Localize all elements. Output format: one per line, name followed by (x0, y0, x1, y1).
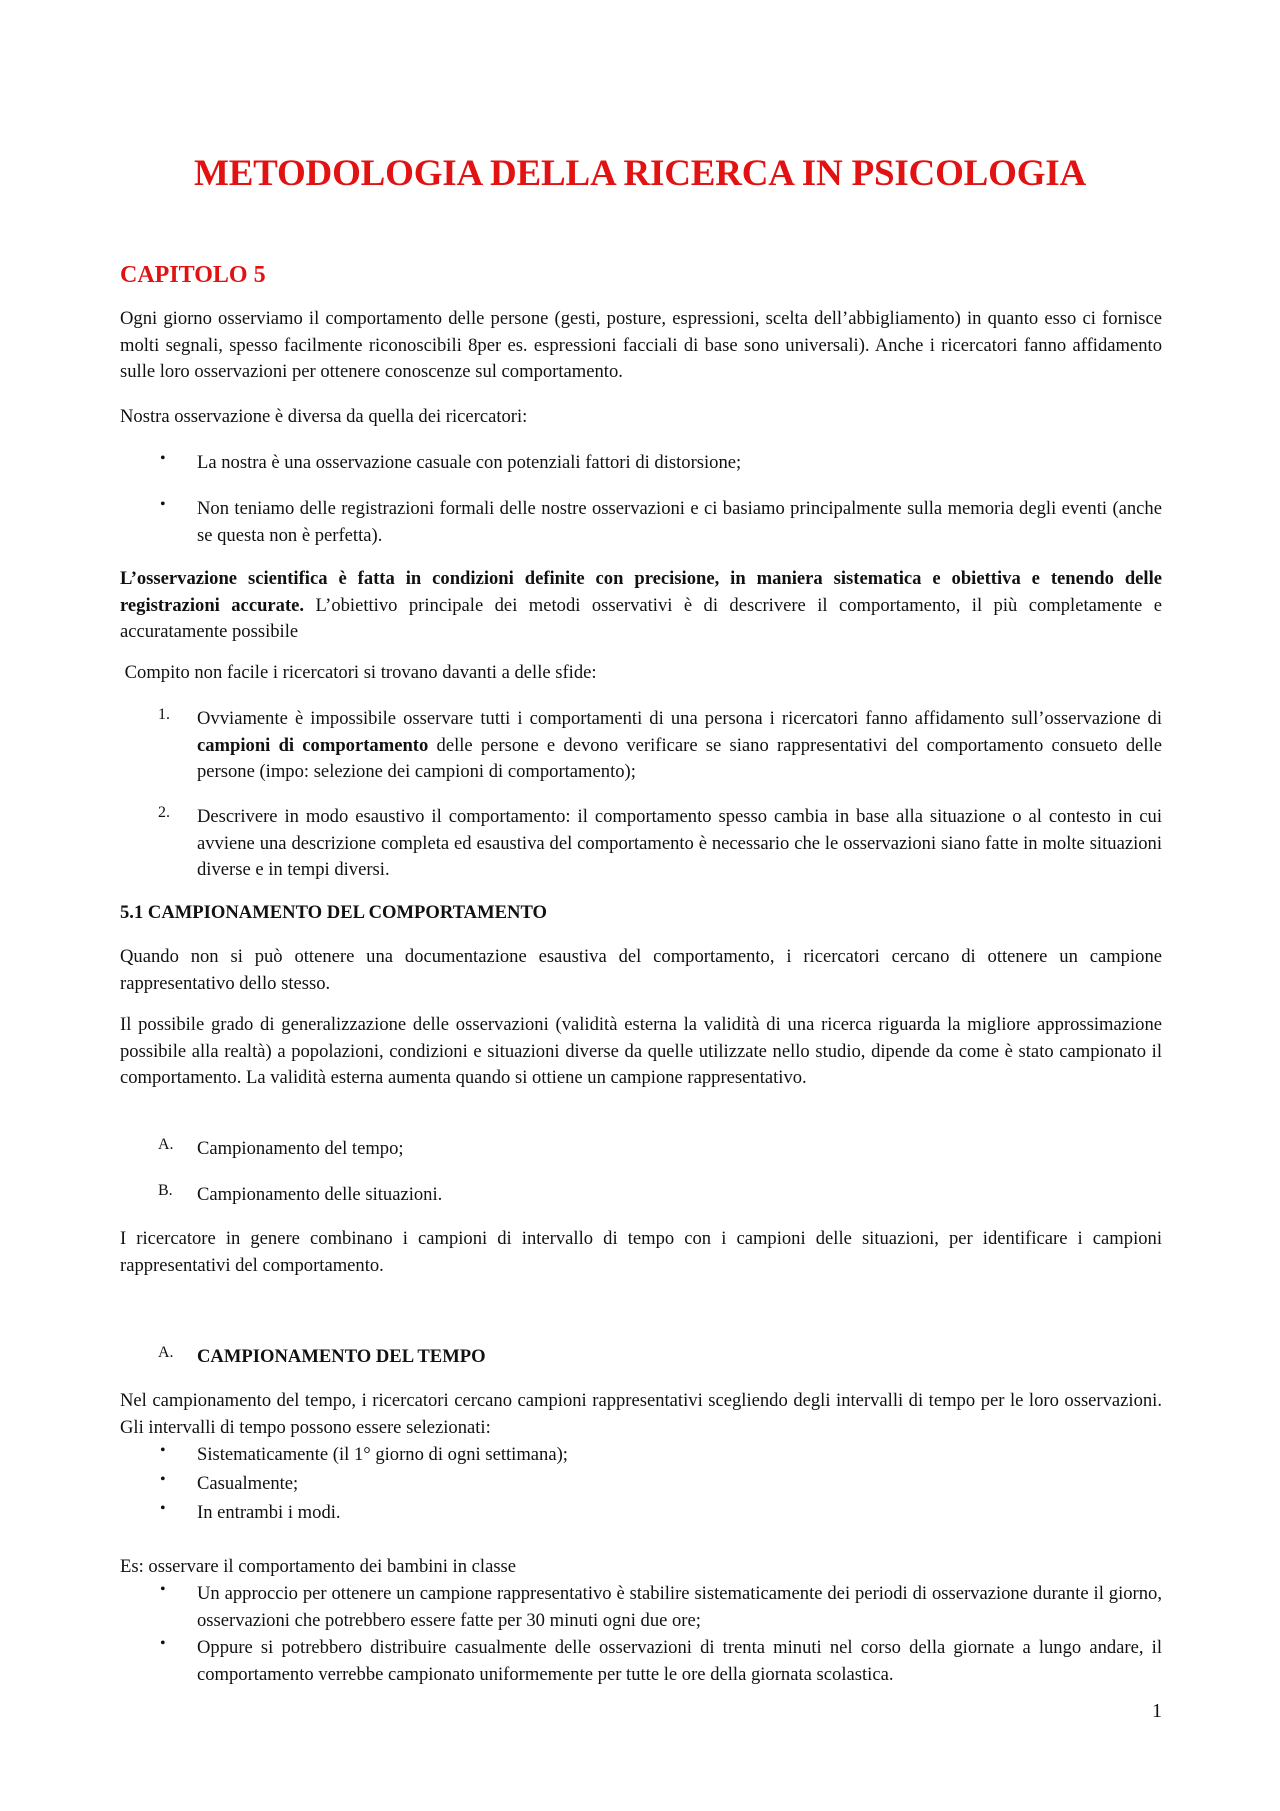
bullet-marker: • (160, 450, 166, 467)
bullet-marker: • (160, 1635, 166, 1652)
list-item (120, 496, 1162, 549)
bullet-marker: • (160, 1471, 166, 1488)
paragraph-text: L’obiettivo principale dei metodi osservativi è di descrivere il comportamento, il più completamente e accuratamente possibile (120, 594, 1162, 642)
paragraph-scientific-observation (120, 566, 1162, 646)
bullet-marker: • (160, 1500, 166, 1517)
list-item (120, 1471, 1162, 1498)
number-marker: 1. (158, 706, 170, 723)
numbered-item-text: Descrivere in modo esaustivo il comportamento: il comportamento spesso cambia in base alla situazione o al contesto in cui avviene una descrizione completa ed esaustiva del comportamento è necessario che le osservazioni siano fatte in molte situazioni diverse e in tempi diversi. (197, 806, 1162, 880)
list-item (120, 1581, 1162, 1634)
bold-term: campioni di comportamento (197, 734, 429, 756)
list-item (120, 450, 1162, 477)
numbered-item (120, 706, 1162, 786)
list-item-text: La nostra è una osservazione casuale con potenziali fattori di distorsione; (197, 452, 742, 473)
lettered-item-text: Campionamento delle situazioni. (197, 1184, 443, 1205)
bold-statement: L’osservazione scientifica è fatta in condizioni definite con precisione, in maniera sistematica e obiettiva e tenendo delle registrazioni accurate. (120, 568, 1162, 616)
page-number: 1 (1152, 1700, 1162, 1722)
letter-marker: A. (158, 1344, 174, 1361)
list-item-text: Non teniamo delle registrazioni formali delle nostre osservazioni e ci basiamo principalmente sulla memoria degli eventi (anche se questa non è perfetta). (197, 498, 1162, 546)
list-item-text: Casualmente; (197, 1473, 299, 1494)
paragraph-challenges: Compito non facile i ricercatori si trovano davanti a delle sfide: (120, 662, 597, 683)
lettered-item (120, 1182, 1162, 1209)
letter-marker: B. (158, 1182, 173, 1199)
paragraph-combination: I ricercatore in genere combinano i campioni di intervallo di tempo con i campioni delle situazioni, per identificare i campioni rappresentativi del comportamento. (120, 1228, 1162, 1276)
list-item (120, 1635, 1162, 1688)
bullet-marker: • (160, 1442, 166, 1459)
document-title: METODOLOGIA DELLA RICERCA IN PSICOLOGIA (193, 153, 1087, 194)
paragraph-time-sampling: Nel campionamento del tempo, i ricercatori cercano campioni rappresentativi scegliendo degli intervalli di tempo per le loro osservazioni. Gli intervalli di tempo possono essere selezionati: (120, 1390, 1162, 1438)
list-item-text: Sistematicamente (il 1° giorno di ogni settimana); (197, 1444, 568, 1465)
paragraph-generalization: Il possibile grado di generalizzazione delle osservazioni (validità esterna la validità di una ricerca riguarda la migliore approssimazione possibile alla realtà) a popolazioni, condizioni e situazioni diverse da quelle utilizzate nello studio, dipende da come è stato campionato il comportamento. La validità esterna aumenta quando si ottiene un campione rappresentativo. (120, 1014, 1162, 1088)
text-span: Ovviamente è impossibile osservare tutti i comportamenti di una persona i ricercatori fanno affidamento sull’osservazione di (197, 708, 1162, 729)
bullet-marker: • (160, 1581, 166, 1598)
paragraph-sampling: Quando non si può ottenere una documentazione esaustiva del comportamento, i ricercatori cercano di ottenere un campione rappresentativo dello stesso. (120, 946, 1162, 994)
list-item-text: In entrambi i modi. (197, 1502, 341, 1523)
list-item (120, 1442, 1162, 1469)
section-heading: 5.1 CAMPIONAMENTO DEL COMPORTAMENTO (120, 902, 548, 923)
lettered-item (120, 1136, 1162, 1163)
paragraph-example: Es: osservare il comportamento dei bambini in classe (120, 1556, 517, 1577)
chapter-heading: CAPITOLO 5 (120, 262, 266, 288)
numbered-item-text (197, 706, 1162, 786)
paragraph-difference: Nostra osservazione è diversa da quella dei ricercatori: (120, 406, 528, 427)
list-item-text: Un approccio per ottenere un campione rappresentativo è stabilire sistematicamente dei periodi di osservazione durante il giorno, osservazioni che potrebbero essere fatte per 30 minuti ogni due ore; (197, 1583, 1162, 1631)
subsection-title: CAMPIONAMENTO DEL TEMPO (197, 1346, 486, 1367)
subsection-heading (120, 1344, 1162, 1371)
letter-marker: A. (158, 1136, 174, 1153)
text-span: delle persone e devono verificare se siano rappresentativi del comportamento consueto delle persone (impo: selezione dei campioni di comportamento); (197, 734, 1162, 782)
list-item (120, 1500, 1162, 1527)
numbered-item (120, 804, 1162, 884)
list-item-text: Oppure si potrebbero distribuire casualmente delle osservazioni di trenta minuti nel corso della giornate a lungo andare, il comportamento verrebbe campionato uniformemente per tutte le ore della giornata scolastica. (197, 1637, 1162, 1685)
number-marker: 2. (158, 804, 170, 821)
bullet-marker: • (160, 496, 166, 513)
lettered-item-text: Campionamento del tempo; (197, 1138, 404, 1159)
paragraph-intro: Ogni giorno osserviamo il comportamento delle persone (gesti, posture, espressioni, scelta dell’abbigliamento) in quanto esso ci fornisce molti segnali, spesso facilmente riconoscibili 8per es. espressioni facciali di base sono universali). Anche i ricercatori fanno affidamento sulle loro osservazioni per ottenere conoscenze sul comportamento. (120, 308, 1162, 382)
